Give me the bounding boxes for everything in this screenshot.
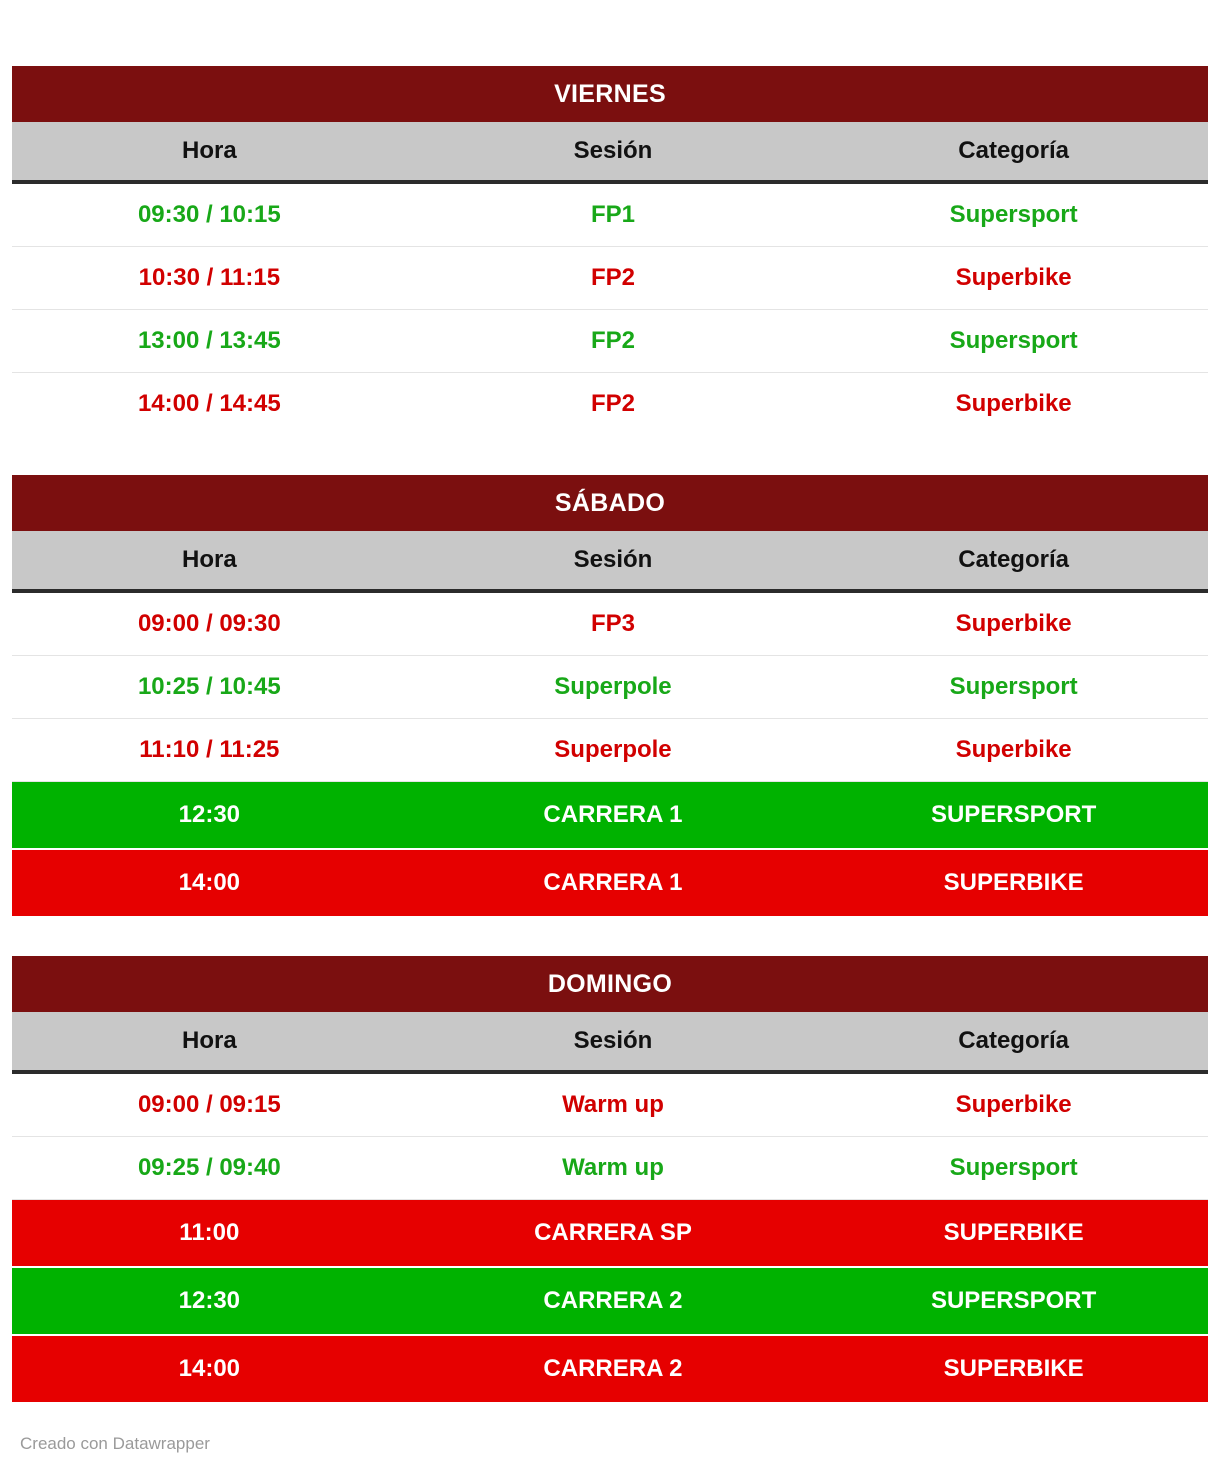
- schedule-tables: [12, 66, 1208, 1402]
- cell-sesion: Warm up: [562, 1154, 664, 1181]
- day-title: DOMINGO: [12, 956, 1208, 1012]
- cell-categoria: Superbike: [955, 264, 1072, 291]
- column-header-row: [12, 1012, 1208, 1074]
- block-gap: [12, 916, 1208, 956]
- cell-hora: 10:25 / 10:45: [137, 673, 281, 700]
- cell-hora: 14:00: [178, 1355, 241, 1382]
- block-gap: [12, 435, 1208, 475]
- cell-hora: 09:00 / 09:15: [137, 1091, 281, 1118]
- cell-categoria: Superbike: [955, 390, 1072, 417]
- cell-sesion: CARRERA 1: [543, 869, 683, 896]
- cell-hora: 13:00 / 13:45: [137, 327, 281, 354]
- column-header-row: [12, 531, 1208, 593]
- table-row: [12, 310, 1208, 373]
- cell-hora: 09:25 / 09:40: [137, 1154, 281, 1181]
- table-row: [12, 1137, 1208, 1200]
- day-title: VIERNES: [12, 66, 1208, 122]
- table-row: [12, 1266, 1208, 1334]
- table-row: [12, 593, 1208, 656]
- cell-hora: 12:30: [178, 801, 241, 828]
- cell-categoria: Superbike: [955, 1091, 1072, 1118]
- table-row: [12, 782, 1208, 848]
- cell-hora: 14:00: [178, 869, 241, 896]
- cell-sesion: CARRERA SP: [534, 1219, 692, 1246]
- table-row: [12, 848, 1208, 916]
- table-row: [12, 184, 1208, 247]
- column-header-hora: Hora: [181, 137, 237, 164]
- footer-credit: Creado con Datawrapper: [20, 1434, 210, 1453]
- table-row: [12, 373, 1208, 435]
- cell-sesion: Warm up: [562, 1091, 664, 1118]
- cell-hora: 12:30: [178, 1287, 241, 1314]
- cell-sesion: FP2: [590, 327, 635, 354]
- cell-categoria: Supersport: [949, 673, 1078, 700]
- cell-sesion: Superpole: [554, 673, 672, 700]
- cell-categoria: SUPERBIKE: [943, 1355, 1084, 1382]
- cell-categoria: Superbike: [955, 610, 1072, 637]
- column-header-sesion: Sesión: [573, 1027, 653, 1054]
- cell-categoria: Supersport: [949, 201, 1078, 228]
- cell-hora: 10:30 / 11:15: [138, 264, 281, 291]
- cell-hora: 09:00 / 09:30: [137, 610, 281, 637]
- table-row: [12, 719, 1208, 782]
- cell-categoria: Supersport: [949, 1154, 1078, 1181]
- column-header-row: [12, 122, 1208, 184]
- cell-categoria: Supersport: [949, 327, 1078, 354]
- cell-categoria: Superbike: [955, 736, 1072, 763]
- column-header-categoria: Categoría: [958, 546, 1069, 573]
- table-row: [12, 1334, 1208, 1402]
- column-header-hora: Hora: [181, 546, 237, 573]
- cell-hora: 09:30 / 10:15: [137, 201, 281, 228]
- cell-categoria: SUPERBIKE: [943, 1219, 1084, 1246]
- cell-sesion: CARRERA 1: [543, 801, 683, 828]
- column-header-hora: Hora: [181, 1027, 237, 1054]
- day-title: SÁBADO: [12, 475, 1208, 531]
- cell-sesion: CARRERA 2: [543, 1287, 683, 1314]
- cell-sesion: FP1: [590, 201, 635, 228]
- cell-sesion: FP3: [590, 610, 635, 637]
- column-header-sesion: Sesión: [573, 137, 653, 164]
- cell-hora: 11:00: [179, 1219, 240, 1246]
- top-spacer: [12, 0, 1208, 66]
- cell-sesion: Superpole: [554, 736, 672, 763]
- table-row: [12, 247, 1208, 310]
- table-row: [12, 656, 1208, 719]
- column-header-sesion: Sesión: [573, 546, 653, 573]
- cell-hora: 11:10 / 11:25: [139, 736, 280, 763]
- cell-sesion: CARRERA 2: [543, 1355, 683, 1382]
- column-header-categoria: Categoría: [958, 137, 1069, 164]
- day-block: [12, 475, 1208, 916]
- cell-hora: 14:00 / 14:45: [137, 390, 281, 417]
- day-block: [12, 956, 1208, 1402]
- cell-categoria: SUPERSPORT: [930, 1287, 1097, 1314]
- cell-categoria: SUPERBIKE: [943, 869, 1084, 896]
- cell-sesion: FP2: [590, 390, 635, 417]
- column-header-categoria: Categoría: [958, 1027, 1069, 1054]
- cell-sesion: FP2: [590, 264, 635, 291]
- day-block: [12, 66, 1208, 435]
- table-row: [12, 1074, 1208, 1137]
- cell-categoria: SUPERSPORT: [930, 801, 1097, 828]
- table-row: [12, 1200, 1208, 1266]
